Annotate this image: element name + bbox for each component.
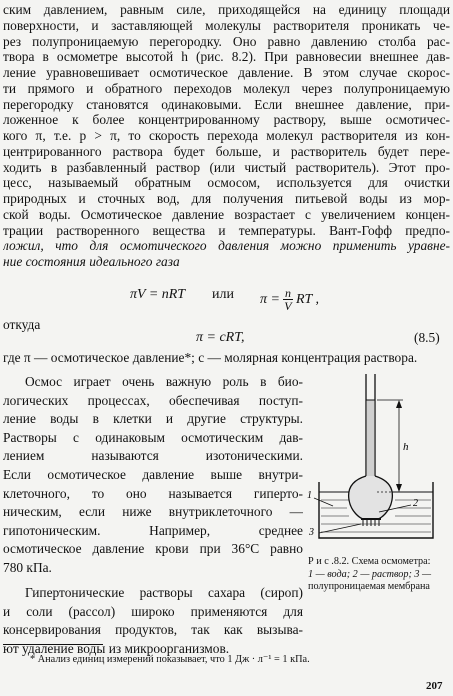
leader-1 (314, 498, 333, 506)
otkuda-word: откуда (3, 317, 41, 332)
text-line: ходить в разбавленный раствор (или чистый растворитель). Этот про- (3, 159, 450, 175)
page-number: 207 (426, 680, 443, 692)
text-line: и соли (рассол) широко применяются для (3, 603, 303, 619)
text-line: 780 кПа. (3, 559, 52, 575)
left-column-paragraph (3, 373, 303, 578)
text-line: ти прямого и обратного переходов молекул через полупроницаемую (3, 80, 450, 96)
text-line: ние состояния идеального газа (3, 254, 180, 269)
membrane-ticks (363, 519, 379, 526)
h-arrow-up (396, 400, 402, 408)
text-line: ют удаление воды из микроорганизмов. (3, 640, 230, 656)
text-line: осмотическое давление крови при 36°С равно (3, 541, 303, 557)
text-line: рез полупроницаемую перегородку. Оно равно давлению столба рас- (3, 33, 450, 49)
text-line: ским давлением, равным силе, приходящейся на единицу площади (3, 2, 450, 17)
fraction-numerator: n (284, 286, 291, 300)
text-line: лением называются изотоническими. (3, 448, 303, 464)
text-line: ской воды. Осмотическое давление возрастает с увеличением концен- (3, 206, 450, 222)
bottom-paragraph (3, 584, 303, 658)
equation-number: (8.5) (414, 330, 440, 345)
fraction-denominator: V (284, 299, 292, 313)
osmometer-figure (305, 372, 453, 540)
formula-osmotic-text: π = cRT, (196, 330, 245, 345)
caption-line: Р и с .8.2. Схема осмометра: (308, 556, 431, 567)
text-line: Осмос играет очень важную роль в био- (25, 374, 303, 389)
formula-osmotic (196, 330, 244, 346)
text-line: гипотоническим. Например, среднее (3, 522, 303, 538)
text-line: Гипертонические растворы сахара (сироп) (25, 585, 303, 600)
formula-right (260, 287, 319, 312)
caption-line: 1 — вода; 2 — раствор; 3 — (308, 568, 432, 580)
paragraph-osmotic-pressure (3, 2, 450, 270)
text-line: клеточного, то оно называется гиперто- (3, 485, 303, 501)
text-line: ление воды в клетки и другие структуры. (3, 411, 303, 427)
formula-left: πV = nRT (130, 287, 186, 302)
text-line: поверхности, и заставляющей молекулы растворителя проникать че- (3, 17, 450, 33)
text-line: перегородку становятся одинаковыми. Если внешнее давление, при- (3, 96, 450, 112)
text-line: ление уравновешивает осмотическое давление. В этом случае скорос- (3, 65, 450, 80)
text-line: ложенное к более концентрированному раствору, выше осмотичес- (3, 112, 450, 128)
bulb (349, 476, 393, 519)
caption-line: полупроницаемая мембрана (308, 581, 430, 593)
text-line: Растворы с одинаковым осмотическим дав- (3, 429, 303, 445)
text-line: цесс, называемый обратным осмосом, используется для очистки (3, 175, 450, 191)
text-line: твора в осмометре высотой h (рис. 8.2). При равновесии внешнее дав- (3, 49, 450, 65)
text-line: Если осмотическое давление выше внутри- (3, 466, 303, 482)
where-line: где π — осмотическое давление*; c — молярная концентрация раствора. (3, 350, 418, 365)
h-arrow-down (396, 484, 402, 492)
text-line: центрированного раствора будет больше, и растворитель будет пере- (3, 143, 450, 159)
formula-or (212, 287, 234, 303)
fraction (283, 287, 293, 312)
text-line: кого π, т.е. p > π, то скорость перехода молекул растворителя из кон- (3, 128, 450, 143)
label-3: 3 (309, 527, 314, 538)
text-line: логических процессах, обеспечивая поступ- (3, 392, 303, 408)
text-line: консервирования продуктов, так как вызыва- (3, 622, 303, 638)
footnote: * Анализ единиц измерений показывает, что 1 Дж · л⁻¹ = 1 кПа. (30, 654, 310, 665)
solution-column (367, 400, 375, 476)
formula-or-word: или (212, 287, 234, 302)
formula-ideal-gas (130, 287, 185, 303)
label-1: 1 (307, 490, 312, 501)
label-2: 2 (413, 498, 418, 509)
text-line: трации растворенного вещества и температуры. Вант-Гофф предпо- (3, 222, 450, 238)
leader-3 (319, 524, 361, 533)
footnote-rule (3, 644, 103, 645)
formula-right-prefix: π = (260, 291, 280, 307)
text-line: ническим, если ниже внутриклеточного — (3, 504, 303, 520)
formula-right-suffix: RT , (295, 291, 320, 307)
figure-caption (308, 556, 453, 594)
label-h: h (403, 441, 409, 453)
text-line: природных и сточных вод, для получения питьевой воды из мор- (3, 191, 450, 206)
text-line: ложил, что для осмотического давления можно применить уравне- (3, 238, 450, 254)
